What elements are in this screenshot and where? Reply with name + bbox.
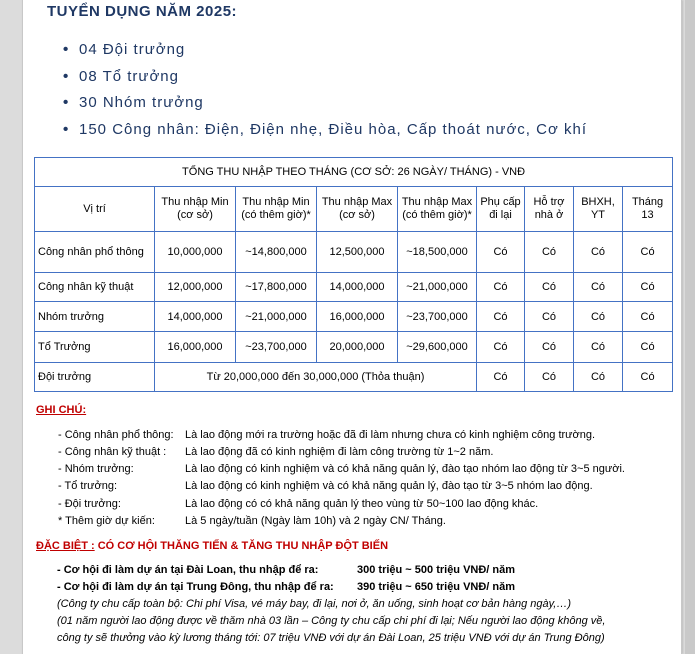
list-item: • 150 Công nhân: Điện, Điện nhẹ, Điều hòa, Cấp thoát nước, Cơ khí <box>63 117 587 144</box>
table-row: Nhóm trưởng 14,000,000 ~21,000,000 16,000,000 ~23,700,000 Có Có Có Có <box>35 302 673 332</box>
column-header: Thu nhập Min (có thêm giờ)* <box>236 187 317 232</box>
opportunity-line: - Cơ hội đi làm dự án tại Đài Loan, thu nhập để ra: 300 triệu ~ 500 triệu VNĐ/ năm <box>57 564 516 576</box>
note-item: - Tổ trưởng: Là lao động có kinh nghiệm và có khả năng quản lý, đào tạo từ 3~5 nhóm lao động. <box>58 480 593 492</box>
special-heading: ĐẶC BIỆT : CÓ CƠ HỘI THĂNG TIẾN & TĂNG THU NHẬP ĐỘT BIẾN <box>36 540 389 552</box>
column-header: Vị trí <box>35 187 155 232</box>
list-item: • 08 Tổ trưởng <box>63 64 587 91</box>
positions-list <box>63 37 587 143</box>
note-item: - Đội trưởng: Là lao động có có khả năng quản lý theo vùng từ 50~100 lao động khác. <box>58 498 539 510</box>
column-header: Thu nhập Max (có thêm giờ)* <box>398 187 477 232</box>
note-item: - Công nhân kỹ thuật : Là lao động đã có kinh nghiệm đi làm công trường từ 1~2 năm. <box>58 446 494 458</box>
table-title: TỔNG THU NHẬP THEO THÁNG (CƠ SỞ: 26 NGÀY/ THÁNG) - VNĐ <box>35 158 673 187</box>
column-header: Thu nhập Min (cơ sở) <box>155 187 236 232</box>
table-row: Công nhân kỹ thuật 12,000,000 ~17,800,000 14,000,000 ~21,000,000 Có Có Có Có <box>35 273 673 302</box>
bullet-icon: • <box>63 67 70 85</box>
list-item: • 04 Đội trưởng <box>63 37 587 64</box>
table-row: Tổ Trưởng 16,000,000 ~23,700,000 20,000,000 ~29,600,000 Có Có Có Có <box>35 332 673 363</box>
column-header: Tháng 13 <box>623 187 673 232</box>
income-table <box>34 157 673 392</box>
benefit-note: (01 năm người lao động được về thăm nhà 03 lần – Công ty chu cấp chi phí đi lại; Nếu người lao động không về, <box>57 615 606 627</box>
benefit-note: công ty sẽ thưởng vào kỳ lương tháng tới: 07 triệu VNĐ với dự án Đài Loan, 25 triệu VNĐ với dự án Trung Đông) <box>57 632 605 644</box>
benefit-note: (Công ty chu cấp toàn bộ: Chi phí Visa, vé máy bay, đi lại, nơi ở, ăn uống, sinh hoạt cơ bản hàng ngày,…) <box>57 598 572 610</box>
opportunity-line: - Cơ hội đi làm dự án tại Trung Đông, thu nhập để ra: 390 triệu ~ 650 triệu VNĐ/ năm <box>57 581 516 593</box>
table-row: Đội trưởng Từ 20,000,000 đến 30,000,000 (Thỏa thuận) Có Có Có Có <box>35 363 673 392</box>
note-item: - Công nhân phổ thông: Là lao động mới ra trường hoặc đã đi làm nhưng chưa có kinh nghiệm công trường. <box>58 429 596 441</box>
note-item: * Thêm giờ dự kiến: Là 5 ngày/tuần (Ngày làm 10h) và 2 ngày CN/ Tháng. <box>58 515 446 527</box>
table-row: Công nhân phổ thông 10,000,000 ~14,800,000 12,500,000 ~18,500,000 Có Có Có Có <box>35 232 673 273</box>
column-header: Thu nhập Max (cơ sở) <box>317 187 398 232</box>
list-item: • 30 Nhóm trưởng <box>63 90 587 117</box>
column-header: Hỗ trợ nhà ở <box>525 187 574 232</box>
column-header: BHXH, YT <box>574 187 623 232</box>
recruitment-heading: TUYỂN DỤNG NĂM 2025: <box>47 3 238 20</box>
notes-title: GHI CHÚ: <box>36 404 87 416</box>
note-item: - Nhóm trưởng: Là lao động có kinh nghiệm và có khả năng quản lý, đào tạo nhóm lao động từ 3~5 người. <box>58 463 625 475</box>
scrollbar[interactable] <box>685 0 695 654</box>
document-page <box>22 0 682 654</box>
bullet-icon: • <box>63 41 70 58</box>
bullet-icon: • <box>63 94 70 111</box>
bullet-icon: • <box>63 120 70 138</box>
column-header: Phụ cấp đi lại <box>477 187 525 232</box>
